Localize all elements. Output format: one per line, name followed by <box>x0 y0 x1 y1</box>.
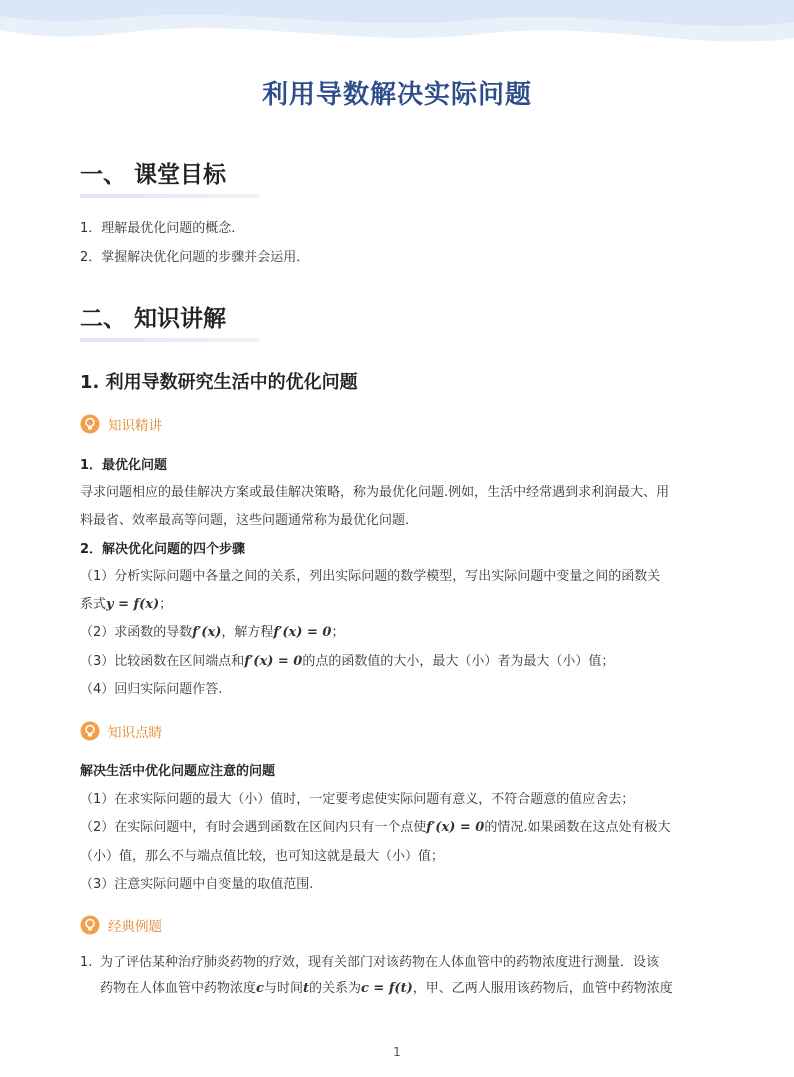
paragraph-line: （小）值，那么不与端点值比较，也可知这就是最大（小）值； <box>80 849 445 864</box>
paragraph-line: （1）在求实际问题的最大（小）值时，一定要考虑使实际问题有意义，不符合题意的值应舍去； <box>80 792 635 807</box>
math-formula: f′(x) = 0 <box>244 654 303 669</box>
text-span: ； <box>331 625 345 640</box>
example-line-2 <box>100 976 740 1002</box>
text-span: 药物在人体血管中药物浓度 <box>100 981 257 996</box>
math-formula: f′(x) = 0 <box>426 820 485 835</box>
step-4-line: （4）回归实际问题作答. <box>80 682 223 697</box>
math-formula: c = f(t) <box>360 981 413 996</box>
k3-heading: 解决生活中优化问题应注意的问题 <box>80 764 276 779</box>
example-number: 1. <box>80 955 93 970</box>
header-wave-decoration <box>0 0 794 60</box>
step-1-line-b <box>80 593 172 612</box>
goal-item: 2．掌握解决优化问题的步骤并会运用． <box>80 250 310 265</box>
math-formula: f′(x) = 0 <box>273 625 332 640</box>
text-span: 系式 <box>80 597 107 612</box>
heading-underline <box>80 194 260 198</box>
math-formula: t <box>302 981 309 996</box>
text-span: ，解方程 <box>221 625 274 640</box>
section-heading-goals: 一、 课堂目标 <box>80 162 227 188</box>
tag-knowledge-highlight <box>80 721 162 741</box>
paragraph-line: 寻求问题相应的最佳解决方案或最佳解决策略，称为最优化问题.例如，生活中经常遇到求利润最大、用 <box>80 485 670 500</box>
text-span: （2）求函数的导数 <box>80 625 193 640</box>
text-span: 与时间 <box>263 981 303 996</box>
text-span: 的关系为 <box>308 981 361 996</box>
paragraph-line: 料最省、效率最高等问题，这些问题通常称为最优化问题． <box>80 513 419 528</box>
text-span: 的情况.如果函数在这点处有极大 <box>484 820 671 835</box>
text-span: 的点的函数值的大小，最大（小）者为最大（小）值； <box>302 654 615 669</box>
k2-heading: 2．解决优化问题的四个步骤 <box>80 542 246 557</box>
tag-label: 经典例题 <box>108 919 162 935</box>
step-2-line <box>80 621 344 640</box>
math-formula: c <box>256 981 264 996</box>
subsection-heading: 1. 利用导数研究生活中的优化问题 <box>80 372 358 393</box>
math-formula: y = f(x) <box>106 597 160 612</box>
paragraph-line <box>80 816 670 835</box>
math-formula: f′(x) <box>192 625 222 640</box>
tag-classic-example <box>80 915 162 935</box>
goal-item: 1．理解最优化问题的概念． <box>80 221 245 236</box>
text-span: ，甲、乙两人服用该药物后，血管中药物浓度 <box>412 981 673 996</box>
tag-label: 知识点睛 <box>108 725 162 741</box>
example-line-1: 为了评估某种治疗肺炎药物的疗效，现有关部门对该药物在人体血管中的药物浓度进行测量．设该 <box>100 955 660 970</box>
section-heading-knowledge: 二、 知识讲解 <box>80 306 227 332</box>
text-span: （3）比较函数在区间端点和 <box>80 654 245 669</box>
text-span: ； <box>159 597 173 612</box>
heading-underline <box>80 338 260 342</box>
lightbulb-icon <box>80 414 100 434</box>
step-1-line-a: （1）分析实际问题中各量之间的关系，列出实际问题的数学模型，写出实际问题中变量之间的函数关 <box>80 569 661 584</box>
lightbulb-icon <box>80 915 100 935</box>
page-number: 1 <box>393 1045 401 1059</box>
lightbulb-icon <box>80 721 100 741</box>
tag-knowledge-explanation <box>80 414 162 434</box>
example-text <box>100 950 740 1002</box>
paragraph-line: （3）注意实际问题中自变量的取值范围. <box>80 877 314 892</box>
document-title: 利用导数解决实际问题 <box>261 80 532 110</box>
text-span: （2）在实际问题中，有时会遇到函数在区间内只有一个点使 <box>80 820 427 835</box>
tag-label: 知识精讲 <box>108 418 162 434</box>
k1-heading: 1．最优化问题 <box>80 458 168 473</box>
step-3-line <box>80 650 614 669</box>
